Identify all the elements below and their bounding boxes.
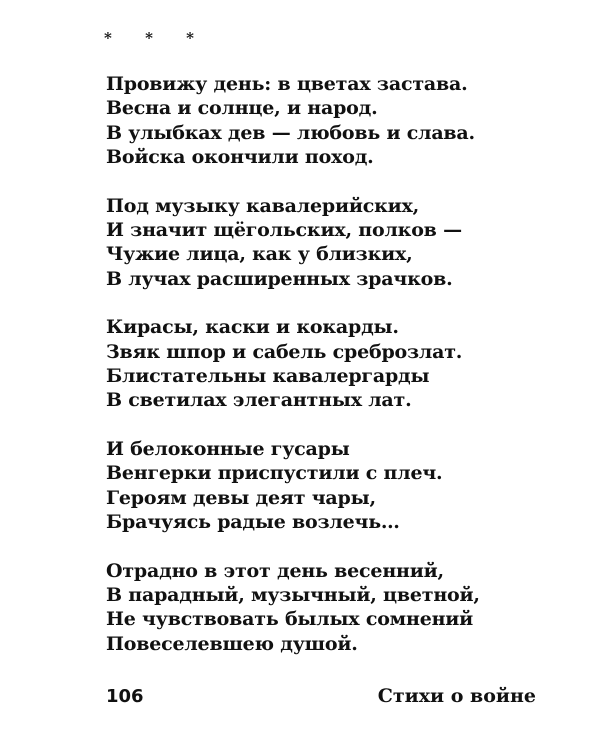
poem-line: Под музыку кавалерийских, [106, 194, 420, 217]
poem-line: Не чувствовать былых сомнений [106, 608, 474, 631]
poem-line: Весна и солнце, и народ. [106, 97, 378, 120]
stanza [106, 559, 546, 657]
poem-line: Провижу день: в цветах застава. [106, 73, 468, 95]
poem-line: Венгерки приспустили с плеч. [106, 462, 443, 485]
poem-line: В лучах расширенных зрачков. [106, 267, 453, 290]
poem-line: Войска окончили поход. [106, 146, 374, 169]
poem-line: Блистательны кавалергарды [106, 365, 430, 388]
stanza [106, 437, 546, 535]
stanza [106, 315, 546, 413]
page-number: 106 [106, 686, 144, 707]
stanza [106, 194, 546, 292]
poem-line: В улыбках дев — любовь и слава. [106, 121, 475, 144]
poem-line: Отрадно в этот день весенний, [106, 559, 444, 582]
poem-line: Кирасы, каски и кокарды. [106, 316, 399, 339]
poem-line: И значит щёгольских, полков — [106, 219, 462, 242]
poem-line: В парадный, музычный, цветной, [106, 583, 480, 606]
stanza-ornament: * * * [104, 29, 208, 47]
poem [106, 72, 546, 680]
poem-line: Повеселевшею душой. [106, 632, 358, 655]
poem-line: Героям девы деят чары, [106, 486, 376, 509]
poem-line: Звяк шпор и сабель среброзлат. [106, 340, 463, 363]
poem-line: Чужие лица, как у близких, [106, 243, 413, 266]
poem-line: В светилах элегантных лат. [106, 389, 412, 412]
stanza [106, 72, 546, 170]
poem-line: Брачуясь радые возлечь… [106, 511, 400, 534]
running-title: Стихи о войне [377, 685, 536, 707]
poem-line: И белоконные гусары [106, 437, 350, 460]
